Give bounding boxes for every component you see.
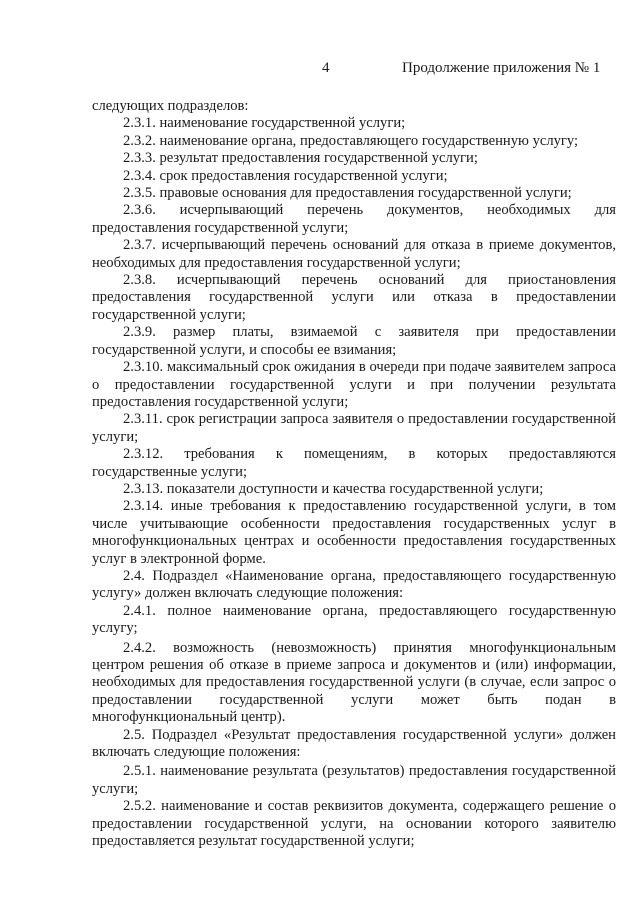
paragraph: 2.4.2. возможность (невозможность) принятия многофункциональным центром решения об отказе в приеме запроса и документов и (или) информации, необходимых для предоставления государственной услуги (в случае, если запрос о предоставлении государственной услуги может быть подан в многофункциональный центр). [92,639,616,726]
paragraph: 2.4.1. полное наименование органа, предоставляющего государственную услугу; [92,602,616,637]
paragraph: 2.3.13. показатели доступности и качества государственной услуги; [123,480,544,497]
paragraph: 2.3.3. результат предоставления государственной услуги; [123,150,478,167]
paragraph: 2.3.12. требования к помещениям, в которых предоставляются государственные услуги; [92,446,616,480]
paragraph: 2.3.2. наименование органа, предоставляющего государственную услугу; [123,132,579,149]
page-number: 4 [322,60,330,76]
paragraph: 2.5.2. наименование и состав реквизитов документа, содержащего решение о предоставлении государственной услуги, на основании которого заявителю предоставляется результат государственной услуги; [92,798,616,850]
paragraph: 2.3.7. исчерпывающий перечень оснований для отказа в приеме документов, необходимых для предоставления государственной услуги; [92,237,616,271]
paragraph: 2.3.5. правовые основания для предоставления государственной услуги; [123,185,572,202]
page-header [0,60,640,80]
paragraph: 2.5. Подраздел «Результат предоставления государственной услуги» должен включать следующие положения: [92,726,616,761]
paragraph: 2.3.10. максимальный срок ожидания в очереди при подаче заявителем запроса о предоставлении государственной услуги и при получении результата предоставления государственной услуги; [92,359,616,410]
paragraph: 2.4. Подраздел «Наименование органа, предоставляющего государственную услугу» должен включать следующие положения: [92,567,616,602]
paragraph: 2.3.14. иные требования к предоставлению государственной услуги, в том числе учитывающие особенности предоставления государственных услуг в многофункциональных центрах и особенности предоставления государственных услуг в электронной форме. [92,498,616,567]
appendix-continuation-note: Продолжение приложения № 1 [402,60,601,76]
paragraph: 2.3.9. размер платы, взимаемой с заявителя при предоставлении государственной услуги, и способы ее взимания; [92,324,616,358]
paragraph: 2.3.11. срок регистрации запроса заявителя о предоставлении государственной услуги; [92,411,616,445]
paragraph: 2.3.6. исчерпывающий перечень документов, необходимых для предоставления государственной услуги; [92,202,616,236]
document-body [92,98,616,850]
paragraph: следующих подразделов: [92,98,249,114]
paragraph: 2.5.1. наименование результата (результатов) предоставления государственной услуги; [92,763,616,797]
paragraph: 2.3.1. наименование государственной услуги; [123,115,406,132]
paragraph: 2.3.4. срок предоставления государственной услуги; [123,167,448,184]
paragraph: 2.3.8. исчерпывающий перечень оснований для приостановления предоставления государственной услуги или отказа в предоставлении государственной услуги; [92,272,616,323]
